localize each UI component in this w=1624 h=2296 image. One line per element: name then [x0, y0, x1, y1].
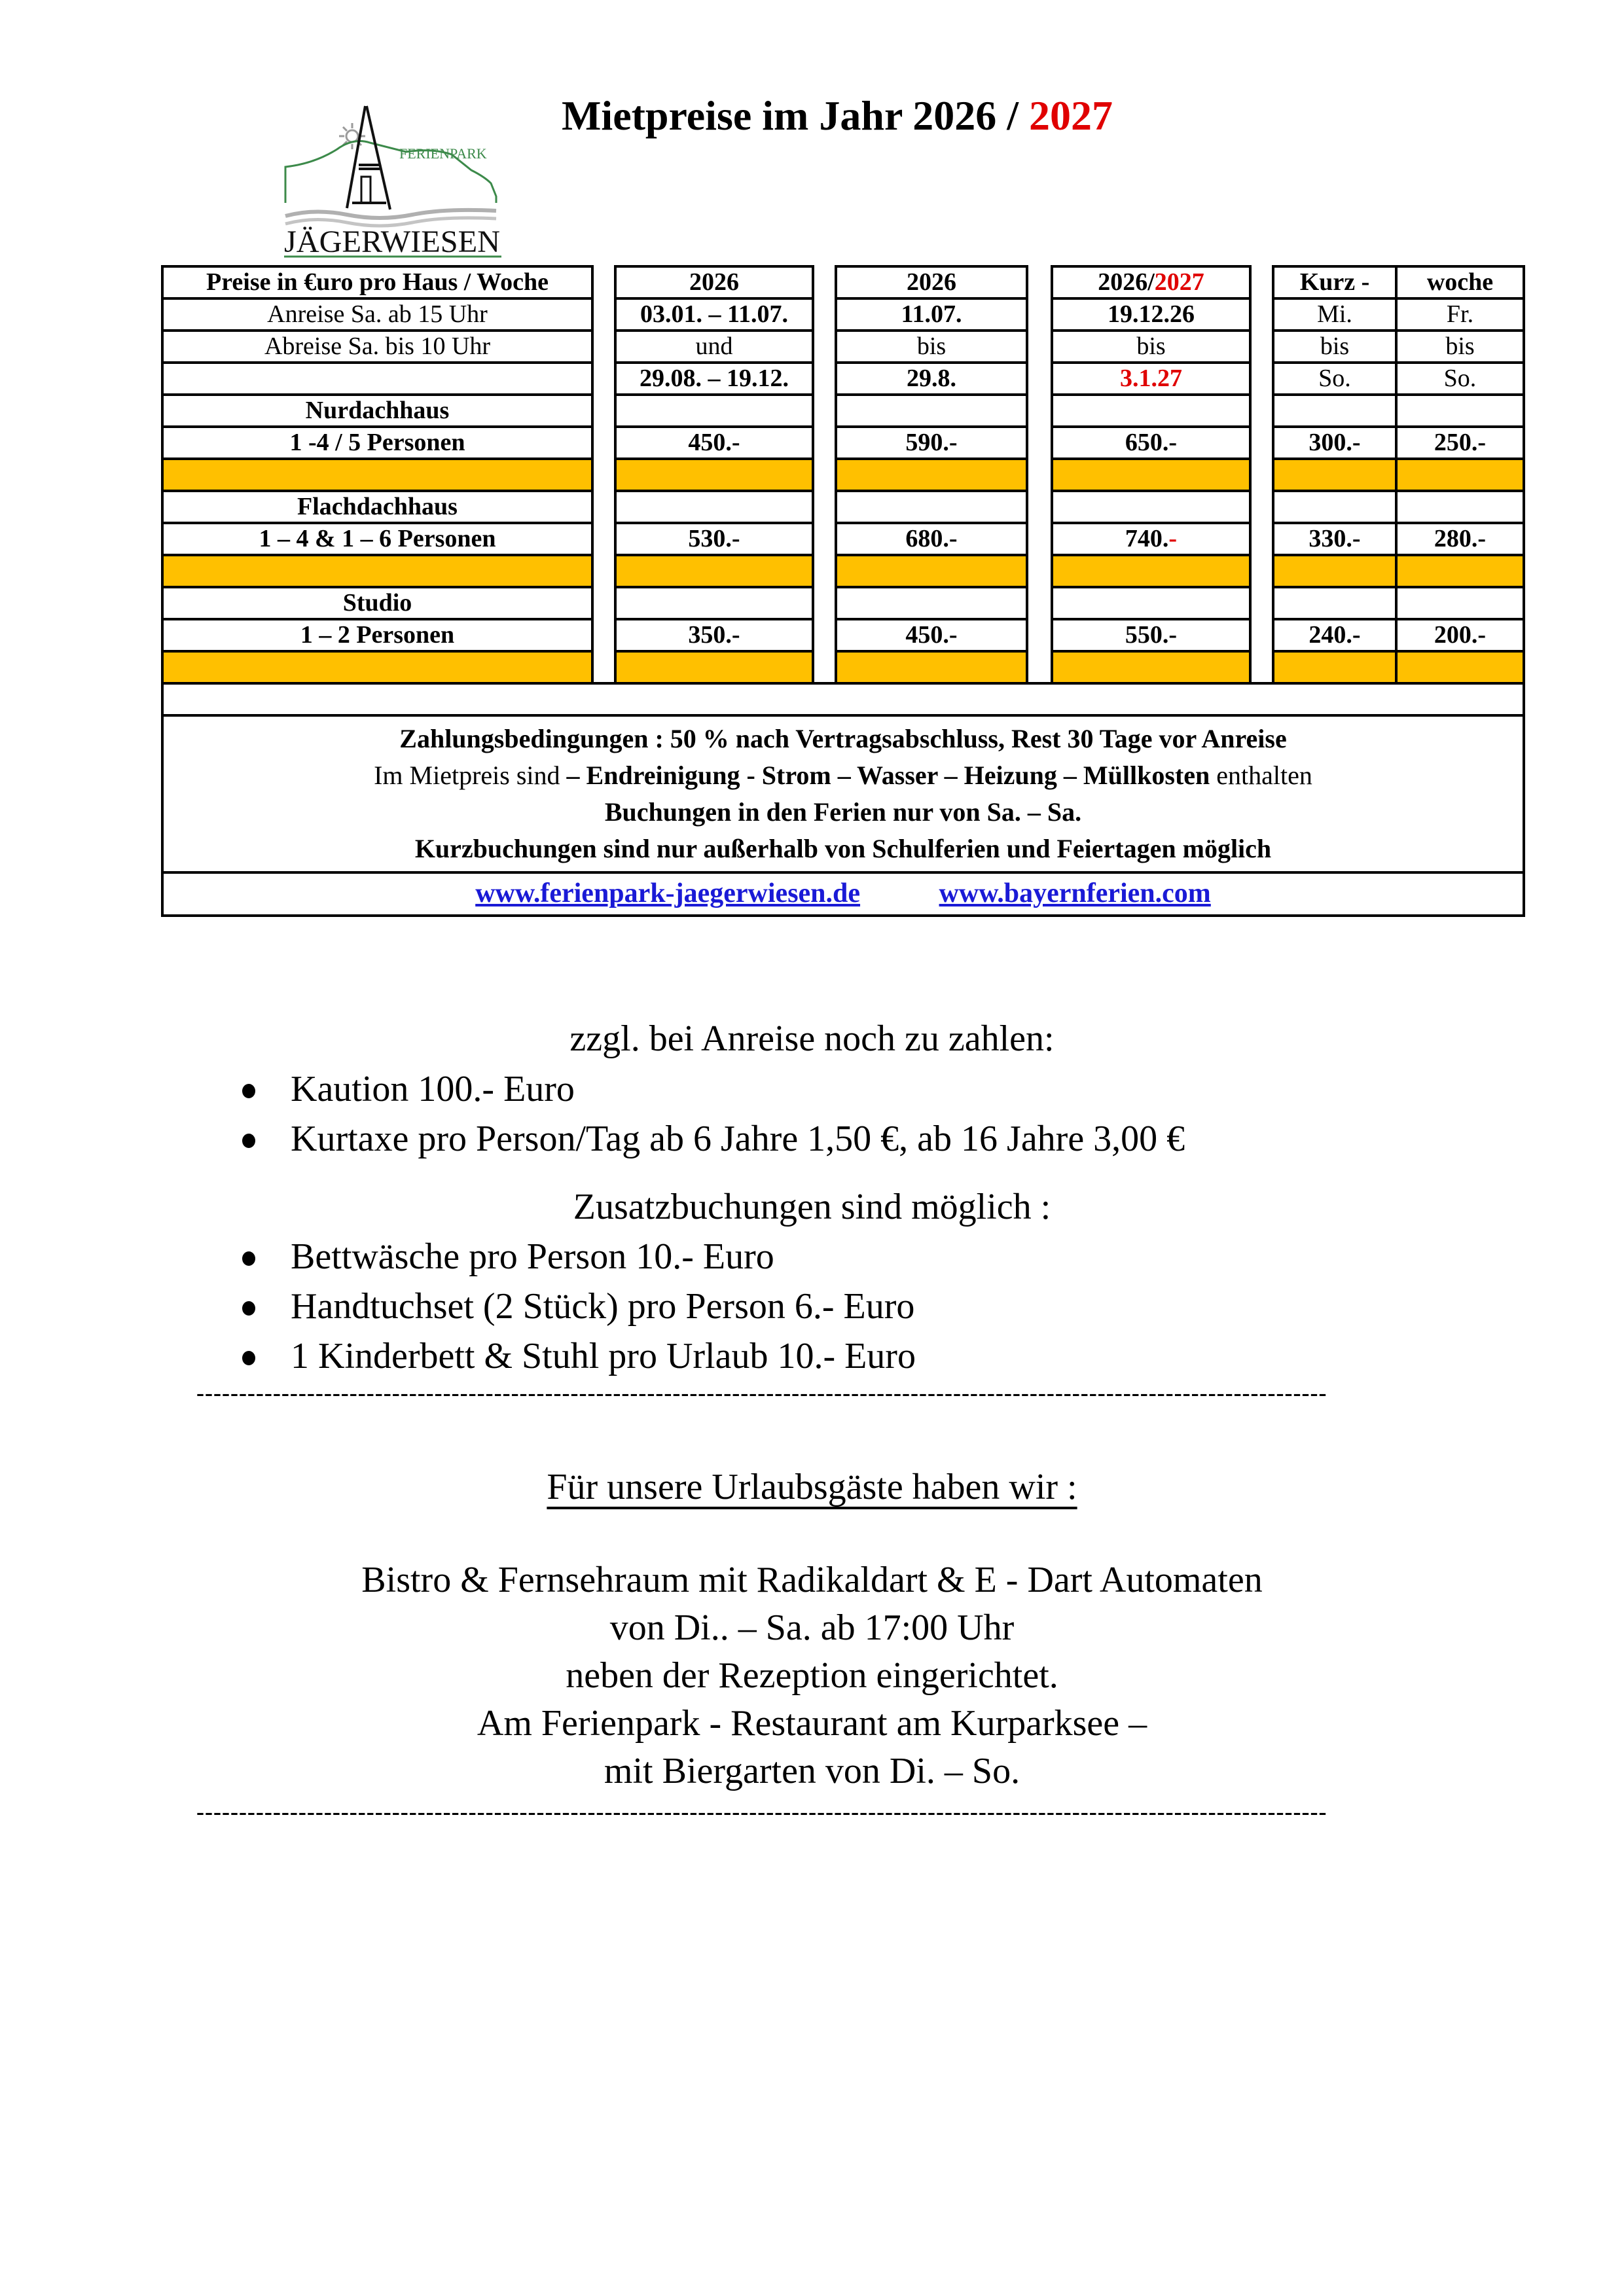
- table-row-period: [162, 331, 1524, 363]
- separator-cell: [1052, 459, 1250, 491]
- house-name: Studio: [162, 587, 592, 619]
- price-cell: 550.-: [1052, 619, 1250, 651]
- header-col-2026-2027: 2026/2027: [1052, 266, 1250, 298]
- header-col-kurz: Kurz -: [1273, 266, 1396, 298]
- period-cell: Mi.: [1273, 298, 1396, 331]
- spacer: [1027, 459, 1052, 491]
- spacer: [1027, 651, 1052, 683]
- period-cell: bis: [1396, 331, 1524, 363]
- links-cell: [162, 872, 1524, 916]
- spacer: [1027, 363, 1052, 395]
- spacer: [813, 331, 836, 363]
- list-item: Bettwäsche pro Person 10.- Euro: [242, 1232, 916, 1282]
- empty-cell: [615, 491, 813, 523]
- spacer: [1250, 523, 1273, 555]
- separator-cell: [1396, 651, 1524, 683]
- spacer: [1250, 459, 1273, 491]
- empty-cell: [1052, 491, 1250, 523]
- link-ferienpark-jaegerwiesen[interactable]: www.ferienpark-jaegerwiesen.de: [475, 878, 861, 908]
- price-cell: 250.-: [1396, 427, 1524, 459]
- separator-cell: [162, 651, 592, 683]
- info-line: neben der Rezeption eingerichtet.: [566, 1655, 1058, 1696]
- spacer: [813, 491, 836, 523]
- period-cell: So.: [1396, 363, 1524, 395]
- on-arrival-list: [242, 1064, 1185, 1164]
- empty-cell: [836, 587, 1027, 619]
- price-cell: 740.-: [1052, 523, 1250, 555]
- terms-short-booking: Kurzbuchungen sind nur außerhalb von Schulferien und Feiertagen möglich: [414, 834, 1272, 863]
- terms-payment: Zahlungsbedingungen : 50 % nach Vertragsabschluss, Rest 30 Tage vor Anreise: [399, 724, 1287, 753]
- header-col-woche: woche: [1396, 266, 1524, 298]
- period-cell: bis: [1052, 331, 1250, 363]
- period-cell: 11.07.: [836, 298, 1027, 331]
- house-name: Flachdachhaus: [162, 491, 592, 523]
- separator-cell: [1052, 651, 1250, 683]
- spacer: [1027, 555, 1052, 587]
- spacer: [1250, 491, 1273, 523]
- spacer: [813, 587, 836, 619]
- header-label: Preise in €uro pro Haus / Woche: [162, 266, 592, 298]
- price-cell: 450.-: [836, 619, 1027, 651]
- spacer: [1027, 395, 1052, 427]
- price-cell: 350.-: [615, 619, 813, 651]
- empty-cell: [1273, 587, 1396, 619]
- spacer: [1250, 395, 1273, 427]
- optional-list: [242, 1232, 916, 1381]
- spacer: [1250, 427, 1273, 459]
- spacer: [592, 587, 615, 619]
- price-cell: 650.-: [1052, 427, 1250, 459]
- on-arrival-heading: zzgl. bei Anreise noch zu zahlen:: [569, 1018, 1055, 1059]
- spacer: [1250, 619, 1273, 651]
- list-item: Handtuchset (2 Stück) pro Person 6.- Euro: [242, 1282, 916, 1331]
- link-bayernferien[interactable]: www.bayernferien.com: [939, 878, 1211, 908]
- empty-cell: [1052, 587, 1250, 619]
- empty-cell: [836, 395, 1027, 427]
- price-cell: 450.-: [615, 427, 813, 459]
- empty-cell: [1396, 395, 1524, 427]
- spacer: [592, 363, 615, 395]
- separator-cell: [615, 651, 813, 683]
- empty-cell: [836, 491, 1027, 523]
- svg-text:JÄGERWIESEN: JÄGERWIESEN: [284, 224, 500, 259]
- period-label: [162, 363, 592, 395]
- house-persons: 1 -4 / 5 Personen: [162, 427, 592, 459]
- info-line: Am Ferienpark - Restaurant am Kurparksee –: [477, 1703, 1147, 1744]
- info-line: mit Biergarten von Di. – So.: [604, 1751, 1020, 1791]
- header-col-2026-main: 2026: [615, 266, 813, 298]
- spacer: [1250, 298, 1273, 331]
- spacer: [1250, 651, 1273, 683]
- price-cell: 280.-: [1396, 523, 1524, 555]
- period-cell: bis: [1273, 331, 1396, 363]
- dashed-divider: -------------------------------------------------------------------------------------------------------------------------------------: [196, 1805, 1327, 1821]
- spacer: [592, 491, 615, 523]
- price-cell: 200.-: [1396, 619, 1524, 651]
- spacer: [1027, 427, 1052, 459]
- spacer: [1027, 587, 1052, 619]
- price-cell: 240.-: [1273, 619, 1396, 651]
- empty-cell: [1273, 491, 1396, 523]
- payment-terms: [162, 715, 1524, 872]
- price-cell: 590.-: [836, 427, 1027, 459]
- period-cell: 3.1.27: [1052, 363, 1250, 395]
- price-cell: 680.-: [836, 523, 1027, 555]
- spacer: [592, 651, 615, 683]
- table-row-separator: [162, 555, 1524, 587]
- bullet-icon: [242, 1301, 255, 1316]
- table-row-price: [162, 619, 1524, 651]
- empty-cell: [1052, 395, 1250, 427]
- info-line: von Di.. – Sa. ab 17:00 Uhr: [609, 1607, 1015, 1648]
- table-row-separator: [162, 459, 1524, 491]
- separator-cell: [836, 555, 1027, 587]
- bullet-icon: [242, 1084, 255, 1098]
- terms-holiday-booking: Buchungen in den Ferien nur von Sa. – Sa.: [604, 797, 1082, 827]
- spacer: [1027, 298, 1052, 331]
- spacer: [813, 395, 836, 427]
- spacer: [592, 427, 615, 459]
- list-item: Kurtaxe pro Person/Tag ab 6 Jahre 1,50 €, ab 16 Jahre 3,00 €: [242, 1114, 1185, 1164]
- spacer: [813, 523, 836, 555]
- spacer: [1250, 266, 1273, 298]
- a-frame-house-icon: [275, 92, 537, 259]
- period-label: Anreise Sa. ab 15 Uhr: [162, 298, 592, 331]
- spacer: [813, 459, 836, 491]
- period-cell: 29.8.: [836, 363, 1027, 395]
- separator-cell: [1396, 459, 1524, 491]
- guests-heading: Für unsere Urlaubsgäste haben wir :: [547, 1467, 1077, 1507]
- price-cell: 530.-: [615, 523, 813, 555]
- period-cell: So.: [1273, 363, 1396, 395]
- spacer: [813, 363, 836, 395]
- empty-cell: [1396, 491, 1524, 523]
- period-cell: und: [615, 331, 813, 363]
- spacer: [813, 651, 836, 683]
- period-cell: 19.12.26: [1052, 298, 1250, 331]
- bullet-icon: [242, 1251, 255, 1266]
- spacer: [1027, 266, 1052, 298]
- spacer: [1250, 331, 1273, 363]
- table-header-row: [162, 266, 1524, 298]
- spacer: [813, 266, 836, 298]
- spacer: [592, 523, 615, 555]
- page-title: [562, 92, 1113, 140]
- spacer: [592, 619, 615, 651]
- spacer: [592, 459, 615, 491]
- separator-cell: [162, 555, 592, 587]
- table-row-links: [162, 872, 1524, 916]
- spacer: [1027, 523, 1052, 555]
- spacer: [592, 395, 615, 427]
- spacer: [592, 266, 615, 298]
- table-row-blank: [162, 683, 1524, 715]
- header-col-2026-summer: 2026: [836, 266, 1027, 298]
- spacer: [1027, 619, 1052, 651]
- guests-info: [0, 1556, 1624, 1795]
- dashed-divider: -------------------------------------------------------------------------------------------------------------------------------------: [196, 1386, 1327, 1402]
- bullet-icon: [242, 1134, 255, 1148]
- separator-cell: [615, 459, 813, 491]
- spacer: [813, 427, 836, 459]
- price-table: [161, 265, 1525, 917]
- empty-cell: [1273, 395, 1396, 427]
- terms-included: Im Mietpreis sind – Endreinigung - Strom – Wasser – Heizung – Müllkosten enthalten: [374, 761, 1312, 790]
- house-name: Nurdachhaus: [162, 395, 592, 427]
- empty-cell: [1396, 587, 1524, 619]
- separator-cell: [1273, 555, 1396, 587]
- period-cell: 03.01. – 11.07.: [615, 298, 813, 331]
- table-row-terms: [162, 715, 1524, 872]
- table-row-price: [162, 523, 1524, 555]
- spacer: [813, 619, 836, 651]
- empty-cell: [615, 587, 813, 619]
- spacer: [813, 555, 836, 587]
- info-line: Bistro & Fernsehraum mit Radikaldart & E - Dart Automaten: [361, 1560, 1263, 1600]
- list-item: 1 Kinderbett & Stuhl pro Urlaub 10.- Euro: [242, 1331, 916, 1381]
- period-cell: Fr.: [1396, 298, 1524, 331]
- title-year-highlight: 2027: [1028, 92, 1113, 139]
- blank-cell: [162, 683, 1524, 715]
- separator-cell: [1052, 555, 1250, 587]
- table-row-price: [162, 427, 1524, 459]
- separator-cell: [1273, 459, 1396, 491]
- table-row-period: [162, 363, 1524, 395]
- spacer: [1250, 363, 1273, 395]
- table-row-house-name: [162, 587, 1524, 619]
- table-row-house-name: [162, 491, 1524, 523]
- separator-cell: [836, 459, 1027, 491]
- period-cell: 29.08. – 19.12.: [615, 363, 813, 395]
- spacer: [1027, 491, 1052, 523]
- spacer: [813, 298, 836, 331]
- table-row-house-name: [162, 395, 1524, 427]
- spacer: [1250, 587, 1273, 619]
- separator-cell: [162, 459, 592, 491]
- list-item: Kaution 100.- Euro: [242, 1064, 1185, 1114]
- table-row-separator: [162, 651, 1524, 683]
- separator-cell: [1273, 651, 1396, 683]
- spacer: [1027, 331, 1052, 363]
- spacer: [592, 555, 615, 587]
- title-text: Mietpreise im Jahr 2026 /: [562, 92, 1029, 139]
- ferienpark-logo: [275, 92, 537, 259]
- spacer: [592, 331, 615, 363]
- house-persons: 1 – 4 & 1 – 6 Personen: [162, 523, 592, 555]
- separator-cell: [836, 651, 1027, 683]
- price-cell: 300.-: [1273, 427, 1396, 459]
- house-persons: 1 – 2 Personen: [162, 619, 592, 651]
- separator-cell: [615, 555, 813, 587]
- table-row-period: [162, 298, 1524, 331]
- separator-cell: [1396, 555, 1524, 587]
- price-cell: 330.-: [1273, 523, 1396, 555]
- empty-cell: [615, 395, 813, 427]
- optional-heading: Zusatzbuchungen sind möglich :: [573, 1187, 1051, 1227]
- period-label: Abreise Sa. bis 10 Uhr: [162, 331, 592, 363]
- spacer: [592, 298, 615, 331]
- svg-text:FERIENPARK: FERIENPARK: [399, 145, 487, 162]
- period-cell: bis: [836, 331, 1027, 363]
- spacer: [1250, 555, 1273, 587]
- bullet-icon: [242, 1351, 255, 1365]
